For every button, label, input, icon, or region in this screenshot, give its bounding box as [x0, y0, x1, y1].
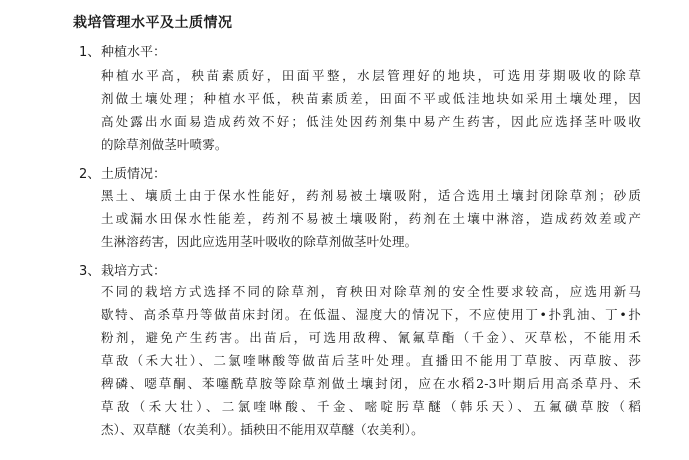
section-title: 种植水平： — [101, 45, 167, 60]
paragraph-line: 歇特、高杀草丹等做苗床封闭。在低温、湿度大的情况下，不应使用丁•扑乳油、丁•扑 — [101, 307, 641, 322]
section-paragraph-cultivation-method — [101, 280, 641, 441]
paragraph-line: 杰）、双草醚（农美利）。插秧田不能用双草醚（农美利）。 — [101, 422, 424, 437]
section-title: 栽培方式： — [101, 264, 167, 279]
paragraph-line: 粉剂，避免产生药害。出苗后，可选用敌稗、氰氟草酯（千金）、灭草松，不能用禾 — [101, 330, 641, 345]
paragraph-line: 草敌（禾大壮）、二氯喹啉酸、千金、嘧啶肟草醚（韩乐天）、五氟磺草胺（稻 — [101, 399, 641, 414]
paragraph-line: 的除草剂做茎叶喷雾。 — [101, 137, 228, 152]
paragraph-line: 高处露出水面易造成药效不好；低洼处因药剂集中易产生药害，因此应选择茎叶吸收 — [101, 114, 641, 129]
section-number: 1、 — [79, 45, 101, 60]
section-heading-planting-level — [79, 41, 166, 60]
paragraph-line: 土或漏水田保水性能差，药剂不易被土壤吸附，药剂在土壤中淋溶，造成药效差或产 — [101, 211, 641, 226]
section-number: 2、 — [79, 167, 101, 182]
paragraph-line: 种植水平高，秧苗素质好，田面平整，水层管理好的地块，可选用芽期吸收的除草 — [101, 68, 641, 83]
paragraph-line: 不同的栽培方式选择不同的除草剂，育秧田对除草剂的安全性要求较高，应选用新马 — [101, 284, 641, 299]
paragraph-line: 草敌（禾大壮）、二氯喹啉酸等做苗后茎叶处理。直播田不能用丁草胺、丙草胺、莎 — [101, 353, 641, 368]
paragraph-line: 剂做土壤处理；种植水平低，秧苗素质差，田面不平或低洼地块如采用土壤处理，因 — [101, 91, 641, 106]
section-number: 3、 — [79, 264, 101, 279]
section-paragraph-planting-level — [101, 64, 641, 156]
section-paragraph-soil-condition — [101, 184, 641, 253]
section-heading-soil-condition — [79, 163, 166, 182]
paragraph-line: 生淋溶药害，因此应选用茎叶吸收的除草剂做茎叶处理。 — [101, 234, 418, 249]
section-title: 土质情况： — [101, 167, 167, 182]
paragraph-line: 稗磷、噁草酮、苯噻酰草胺等除草剂做土壤封闭，应在水稻2-3叶期后用高杀草丹、禾 — [101, 376, 641, 391]
section-heading-cultivation-method — [79, 260, 166, 279]
paragraph-line: 黑土、壤质土由于保水性能好，药剂易被土壤吸附，适合选用土壤封闭除草剂；砂质 — [101, 188, 641, 203]
document-title: 栽培管理水平及土质情况 — [73, 15, 233, 31]
